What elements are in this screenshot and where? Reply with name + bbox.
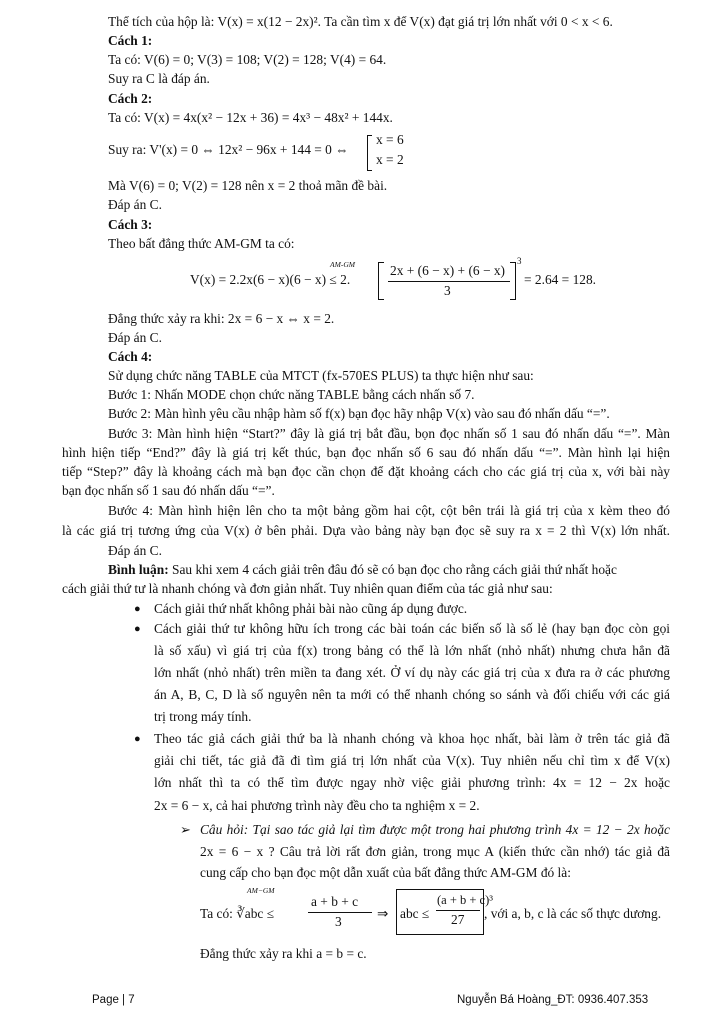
text-line: Thể tích của hộp là: V(x) = x(12 − 2x)². Ta cần tìm x để V(x) đạt giá trị lớn nhất với 0 < x < 6. [108, 14, 613, 29]
heading-cach-3: Cách 3: [108, 217, 153, 232]
implies-symbol: ⇒ [377, 906, 389, 921]
text-line: Bước 3: Màn hình hiện “Start?” đây là giá trị bắt đầu, bọn đọc nhấn số 1 sau đó nhấn dấu “=”. Màn [108, 426, 670, 441]
bracket-right [510, 262, 516, 300]
author-contact: Nguyễn Bá Hoàng_ĐT: 0936.407.353 [457, 994, 649, 1006]
list-item-cont: 2x = 6 − x, cả hai phương trình này đều cho ta nghiệm x = 2. [154, 798, 480, 813]
text-line: bạn đọc nhấn số 1 sau đó nhấn dấu “=”. [62, 483, 275, 498]
text-line: là các giá trị tương ứng của V(x) ở bên phải. Dựa vào bảng này bạn đọc sẽ suy ra x = 2 thì V(x) lớn nhất. [62, 523, 670, 538]
text-line: Theo bất đẳng thức AM-GM ta có: [108, 236, 295, 251]
system-bracket [367, 135, 372, 171]
text-line: Suy ra: V'(x) = 0 ⇔ 12x² − 96x + 144 = 0 ⇔ [108, 142, 349, 157]
heading-cach-2: Cách 2: [108, 91, 153, 106]
question-line: Câu hỏi: Tại sao tác giả lại tìm được một trong hai phương trình 4x = 12 − 2x hoặc [200, 822, 670, 837]
list-item: Cách giải thứ nhất không phải bài nào cũng áp dụng được. [154, 601, 468, 616]
solution-line: x = 2 [376, 152, 404, 167]
text-line: Sử dụng chức năng TABLE của MTCT (fx-570ES PLUS) ta thực hiện như sau: [108, 368, 534, 383]
list-item-cont: lớn nhất (nhỏ nhất) trên miền ta đang xét. Ở ví dụ này các giá trị của x đưa ra ở các phương [154, 665, 670, 680]
solution-line: x = 6 [376, 132, 404, 147]
text-line: Đáp án C. [108, 543, 162, 558]
question-line: 2x = 6 − x ? Câu trả lời rất đơn giản, trong mục A (kiến thức cần nhớ) tác giả đã [200, 844, 670, 859]
bracket-left [378, 262, 384, 300]
list-item-cont: trị trong máy tính. [154, 709, 252, 724]
text-line: Bước 1: Nhấn MODE chọn chức năng TABLE bằng cách nhấn số 7. [108, 387, 475, 402]
list-item: Cách giải thứ tư không hữu ích trong các bài toán các biến số là số lẻ (hay bạn đọc còn gọi [154, 621, 670, 636]
comment-text: Sau khi xem 4 cách giải trên đâu đó sẽ có bạn đọc cho rằng cách giải thứ nhất hoặc [168, 562, 617, 577]
fraction-denominator: 27 [451, 912, 465, 927]
text-line: cách giải thứ tư là nhanh chóng và đơn giản nhất. Tuy nhiên quan điểm của tác giả như sau: [62, 581, 553, 596]
formula-line: Ta có: ∛abc ≤ [200, 906, 275, 921]
text-line: Bước 2: Màn hình yêu cầu nhập hàm số f(x) bạn đọc hãy nhập V(x) vào sau đó nhấn dấu “=”. [108, 406, 610, 421]
text-line: Đẳng thức xảy ra khi: 2x = 6 − x ⇔ x = 2. [108, 311, 335, 326]
text-line: Đẳng thức xảy ra khi a = b = c. [200, 946, 367, 961]
text-line: Mà V(6) = 0; V(2) = 128 nên x = 2 thoả mãn đề bài. [108, 178, 388, 193]
fraction-numerator: 2x + (6 − x) + (6 − x) [390, 263, 505, 278]
list-item-cont: giải chi tiết, tác giả đã đi tìm giá trị lớn nhất của V(x). Tuy nhiên nếu chỉ tìm x để V(x) [154, 753, 670, 768]
fraction-denominator: 3 [335, 914, 342, 929]
heading-cach-1: Cách 1: [108, 33, 153, 48]
inequality-label: AM−GM [247, 886, 275, 895]
page-number: Page | 7 [92, 994, 135, 1006]
formula-line: V(x) = 2.2x(6 − x)(6 − x) ≤ 2. [190, 272, 351, 287]
text-line: hình hiện tiếp “End?” đây là giá trị kết thúc, bạn đọc nhấn số 6 sau đó nhấn dấu “=”. Màn hình lại hiện [62, 445, 670, 460]
bullet-icon: ● [134, 623, 141, 635]
list-item-cont: là số xấu) vì giá trị của f(x) trong bảng có thể là lớn nhất (nhỏ nhất) nhưng chưa hẳn đã [154, 643, 670, 658]
text-line: Ta có: V(6) = 0; V(3) = 108; V(2) = 128; V(4) = 64. [108, 52, 387, 67]
arrow-bullet-icon: ➢ [180, 822, 191, 837]
list-item-cont: án A, B, C, D là số nguyên nên ta mới có thể nhanh chóng so sánh và đối chiếu với các giá [154, 687, 670, 702]
inequality-label: AM-GM [330, 260, 355, 269]
fraction-denominator: 3 [444, 283, 451, 298]
text-line: tiếp “Step?” đây là khoảng cách mà bạn đọc cần chọn để đặt khoảng cách cho các giá trị của x, với bài này [62, 464, 670, 479]
bullet-icon: ● [134, 733, 141, 745]
text-line: Bước 4: Màn hình hiện lên cho ta một bảng gồm hai cột, cột bên trái là giá trị của x kèm theo đó [108, 503, 670, 518]
bullet-icon: ● [134, 603, 141, 615]
comment-line [108, 561, 670, 579]
formula-result: = 2.64 = 128. [524, 272, 597, 287]
text-line: Đáp án C. [108, 197, 162, 212]
boxed-formula-lhs: abc ≤ [400, 906, 430, 921]
fraction-numerator: (a + b + c)³ [437, 893, 494, 907]
question-line: cung cấp cho bạn đọc một dẫn xuất của bất đẳng thức AM-GM đó là: [200, 865, 571, 880]
text-line: Ta có: V(x) = 4x(x² − 12x + 36) = 4x³ − 48x² + 144x. [108, 110, 393, 125]
fraction-numerator: a + b + c [311, 894, 359, 909]
formula-condition: , với a, b, c là các số thực dương. [484, 906, 662, 921]
heading-cach-4: Cách 4: [108, 349, 153, 364]
list-item: Theo tác giả cách giải thứ ba là nhanh chóng và khoa học nhất, bài làm ở trên tác giả đã [154, 731, 670, 746]
text-line: Đáp án C. [108, 330, 162, 345]
exponent: 3 [517, 256, 522, 266]
comment-label: Bình luận: [108, 562, 169, 577]
list-item-cont: lớn nhất thì ta có thể tìm được ngay nhờ việc giải phương trình: 4x = 12 − 2x hoặc [154, 775, 670, 790]
text-line: Suy ra C là đáp án. [108, 71, 210, 86]
